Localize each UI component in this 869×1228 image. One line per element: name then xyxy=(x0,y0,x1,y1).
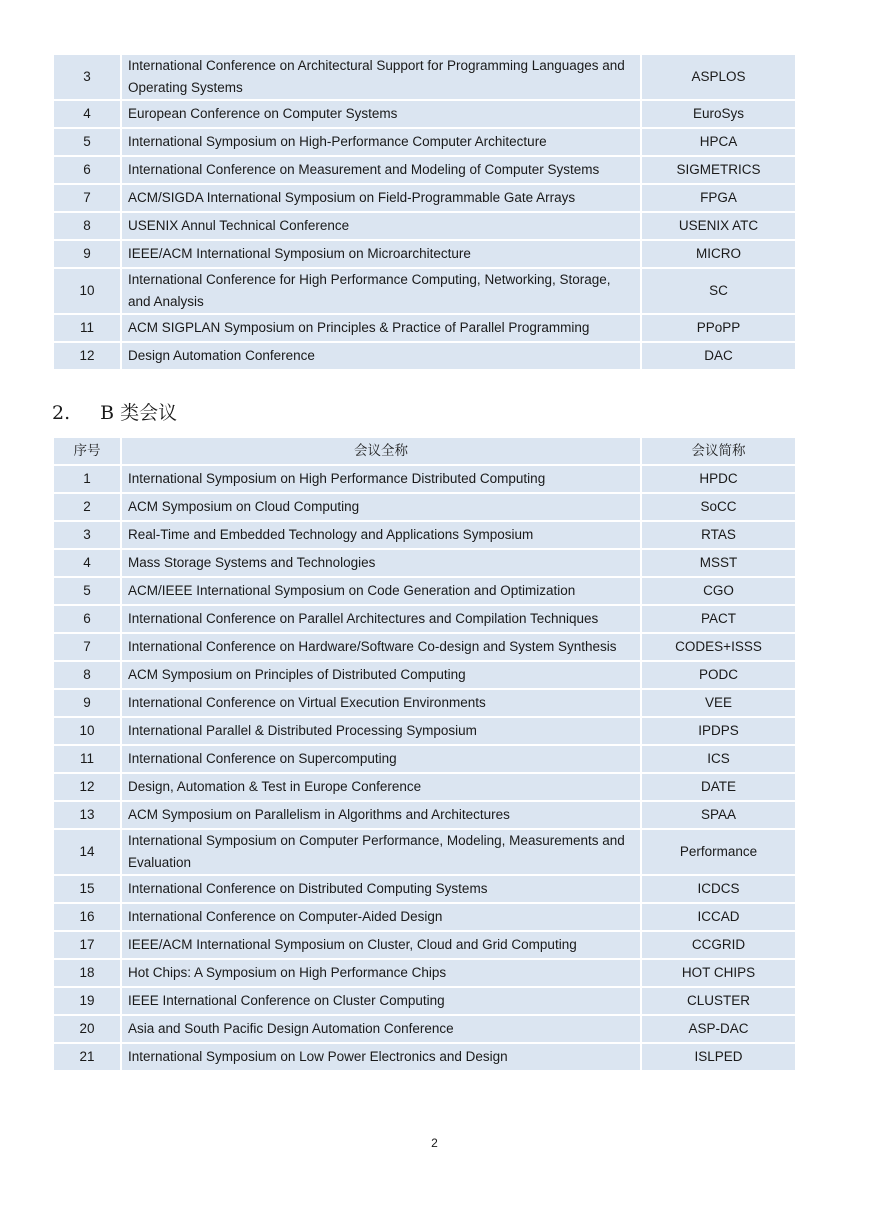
table-row xyxy=(53,1043,796,1071)
row-number: 16 xyxy=(53,903,121,931)
table-row xyxy=(53,717,796,745)
conference-abbreviation: VEE xyxy=(641,689,796,717)
conference-abbreviation: SoCC xyxy=(641,493,796,521)
table-row xyxy=(53,605,796,633)
row-number: 10 xyxy=(53,268,121,314)
table-row xyxy=(53,633,796,661)
table-row xyxy=(53,128,796,156)
conference-abbreviation: DATE xyxy=(641,773,796,801)
row-number: 15 xyxy=(53,875,121,903)
conference-abbreviation: ICCAD xyxy=(641,903,796,931)
table-row xyxy=(53,829,796,875)
row-number: 5 xyxy=(53,128,121,156)
table-row xyxy=(53,689,796,717)
header-full-name: 会议全称 xyxy=(121,437,641,465)
row-number: 7 xyxy=(53,633,121,661)
conference-full-name: ACM/IEEE International Symposium on Code Generation and Optimization xyxy=(121,577,641,605)
conference-full-name: International Conference on Supercomputing xyxy=(121,745,641,773)
row-number: 12 xyxy=(53,773,121,801)
conference-abbreviation: SIGMETRICS xyxy=(641,156,796,184)
row-number: 11 xyxy=(53,314,121,342)
row-number: 7 xyxy=(53,184,121,212)
section-number: 2. xyxy=(52,402,71,424)
table-row xyxy=(53,875,796,903)
conference-full-name: IEEE International Conference on Cluster Computing xyxy=(121,987,641,1015)
header-number: 序号 xyxy=(53,437,121,465)
table-row xyxy=(53,465,796,493)
conference-full-name: IEEE/ACM International Symposium on Cluster, Cloud and Grid Computing xyxy=(121,931,641,959)
table-row xyxy=(53,54,796,100)
conference-abbreviation: PODC xyxy=(641,661,796,689)
section-title: B 类会议 xyxy=(100,402,178,424)
conference-full-name: USENIX Annul Technical Conference xyxy=(121,212,641,240)
row-number: 3 xyxy=(53,521,121,549)
table-row xyxy=(53,342,796,370)
row-number: 9 xyxy=(53,240,121,268)
conference-abbreviation: ISLPED xyxy=(641,1043,796,1071)
row-number: 3 xyxy=(53,54,121,100)
conference-abbreviation: IPDPS xyxy=(641,717,796,745)
row-number: 4 xyxy=(53,549,121,577)
conference-abbreviation: SC xyxy=(641,268,796,314)
row-number: 5 xyxy=(53,577,121,605)
conference-full-name: International Symposium on Low Power Electronics and Design xyxy=(121,1043,641,1071)
conference-full-name: Real-Time and Embedded Technology and Applications Symposium xyxy=(121,521,641,549)
conference-abbreviation: SPAA xyxy=(641,801,796,829)
conference-full-name: ACM Symposium on Principles of Distributed Computing xyxy=(121,661,641,689)
table-row xyxy=(53,801,796,829)
table-row xyxy=(53,577,796,605)
table-row xyxy=(53,1015,796,1043)
conference-abbreviation: HPCA xyxy=(641,128,796,156)
conference-abbreviation: PPoPP xyxy=(641,314,796,342)
table-row xyxy=(53,184,796,212)
conference-full-name: European Conference on Computer Systems xyxy=(121,100,641,128)
conference-abbreviation: DAC xyxy=(641,342,796,370)
conference-full-name: International Parallel & Distributed Processing Symposium xyxy=(121,717,641,745)
conference-full-name: ACM Symposium on Cloud Computing xyxy=(121,493,641,521)
conference-abbreviation: CLUSTER xyxy=(641,987,796,1015)
table-row xyxy=(53,314,796,342)
row-number: 13 xyxy=(53,801,121,829)
row-number: 4 xyxy=(53,100,121,128)
table-row xyxy=(53,493,796,521)
conference-abbreviation: HPDC xyxy=(641,465,796,493)
row-number: 14 xyxy=(53,829,121,875)
row-number: 11 xyxy=(53,745,121,773)
table-row xyxy=(53,212,796,240)
conference-abbreviation: ICS xyxy=(641,745,796,773)
conference-table-b xyxy=(52,436,797,1072)
conference-abbreviation: Performance xyxy=(641,829,796,875)
conference-full-name: Mass Storage Systems and Technologies xyxy=(121,549,641,577)
conference-table-a xyxy=(52,53,797,371)
table-header-row xyxy=(53,437,796,465)
page-number: 2 xyxy=(431,1136,438,1150)
conference-full-name: International Symposium on High Performance Distributed Computing xyxy=(121,465,641,493)
conference-abbreviation: MSST xyxy=(641,549,796,577)
header-abbreviation: 会议简称 xyxy=(641,437,796,465)
conference-abbreviation: ICDCS xyxy=(641,875,796,903)
row-number: 21 xyxy=(53,1043,121,1071)
table-row xyxy=(53,987,796,1015)
conference-abbreviation: ASP-DAC xyxy=(641,1015,796,1043)
table-row xyxy=(53,745,796,773)
table-row xyxy=(53,773,796,801)
conference-full-name: International Symposium on High-Performance Computer Architecture xyxy=(121,128,641,156)
conference-abbreviation: EuroSys xyxy=(641,100,796,128)
table-row xyxy=(53,156,796,184)
conference-full-name: International Conference on Hardware/Software Co-design and System Synthesis xyxy=(121,633,641,661)
conference-full-name: Design, Automation & Test in Europe Conference xyxy=(121,773,641,801)
table-row xyxy=(53,240,796,268)
conference-full-name: International Conference on Computer-Aided Design xyxy=(121,903,641,931)
row-number: 8 xyxy=(53,661,121,689)
conference-full-name: International Conference on Virtual Execution Environments xyxy=(121,689,641,717)
row-number: 18 xyxy=(53,959,121,987)
conference-full-name: Asia and South Pacific Design Automation Conference xyxy=(121,1015,641,1043)
conference-abbreviation: CODES+ISSS xyxy=(641,633,796,661)
conference-abbreviation: FPGA xyxy=(641,184,796,212)
row-number: 17 xyxy=(53,931,121,959)
table-row xyxy=(53,549,796,577)
table-row xyxy=(53,661,796,689)
table-row xyxy=(53,903,796,931)
section-heading xyxy=(52,400,177,426)
conference-full-name: International Conference for High Performance Computing, Networking, Storage, and Analysis xyxy=(121,268,641,314)
conference-abbreviation: CGO xyxy=(641,577,796,605)
row-number: 10 xyxy=(53,717,121,745)
row-number: 8 xyxy=(53,212,121,240)
conference-full-name: ACM/SIGDA International Symposium on Field-Programmable Gate Arrays xyxy=(121,184,641,212)
conference-full-name: International Conference on Parallel Architectures and Compilation Techniques xyxy=(121,605,641,633)
conference-full-name: International Conference on Architectural Support for Programming Languages and Operating Systems xyxy=(121,54,641,100)
conference-abbreviation: CCGRID xyxy=(641,931,796,959)
row-number: 2 xyxy=(53,493,121,521)
table-row xyxy=(53,268,796,314)
row-number: 1 xyxy=(53,465,121,493)
conference-full-name: Hot Chips: A Symposium on High Performance Chips xyxy=(121,959,641,987)
conference-abbreviation: HOT CHIPS xyxy=(641,959,796,987)
conference-abbreviation: USENIX ATC xyxy=(641,212,796,240)
table-row xyxy=(53,959,796,987)
conference-full-name: ACM Symposium on Parallelism in Algorithms and Architectures xyxy=(121,801,641,829)
conference-abbreviation: RTAS xyxy=(641,521,796,549)
table-row xyxy=(53,931,796,959)
conference-full-name: ACM SIGPLAN Symposium on Principles & Practice of Parallel Programming xyxy=(121,314,641,342)
conference-abbreviation: PACT xyxy=(641,605,796,633)
row-number: 19 xyxy=(53,987,121,1015)
row-number: 12 xyxy=(53,342,121,370)
row-number: 6 xyxy=(53,605,121,633)
conference-full-name: International Conference on Measurement and Modeling of Computer Systems xyxy=(121,156,641,184)
row-number: 6 xyxy=(53,156,121,184)
conference-full-name: IEEE/ACM International Symposium on Microarchitecture xyxy=(121,240,641,268)
conference-full-name: Design Automation Conference xyxy=(121,342,641,370)
row-number: 20 xyxy=(53,1015,121,1043)
conference-abbreviation: MICRO xyxy=(641,240,796,268)
table-row xyxy=(53,521,796,549)
conference-full-name: International Symposium on Computer Performance, Modeling, Measurements and Evaluation xyxy=(121,829,641,875)
conference-abbreviation: ASPLOS xyxy=(641,54,796,100)
conference-full-name: International Conference on Distributed Computing Systems xyxy=(121,875,641,903)
row-number: 9 xyxy=(53,689,121,717)
table-row xyxy=(53,100,796,128)
